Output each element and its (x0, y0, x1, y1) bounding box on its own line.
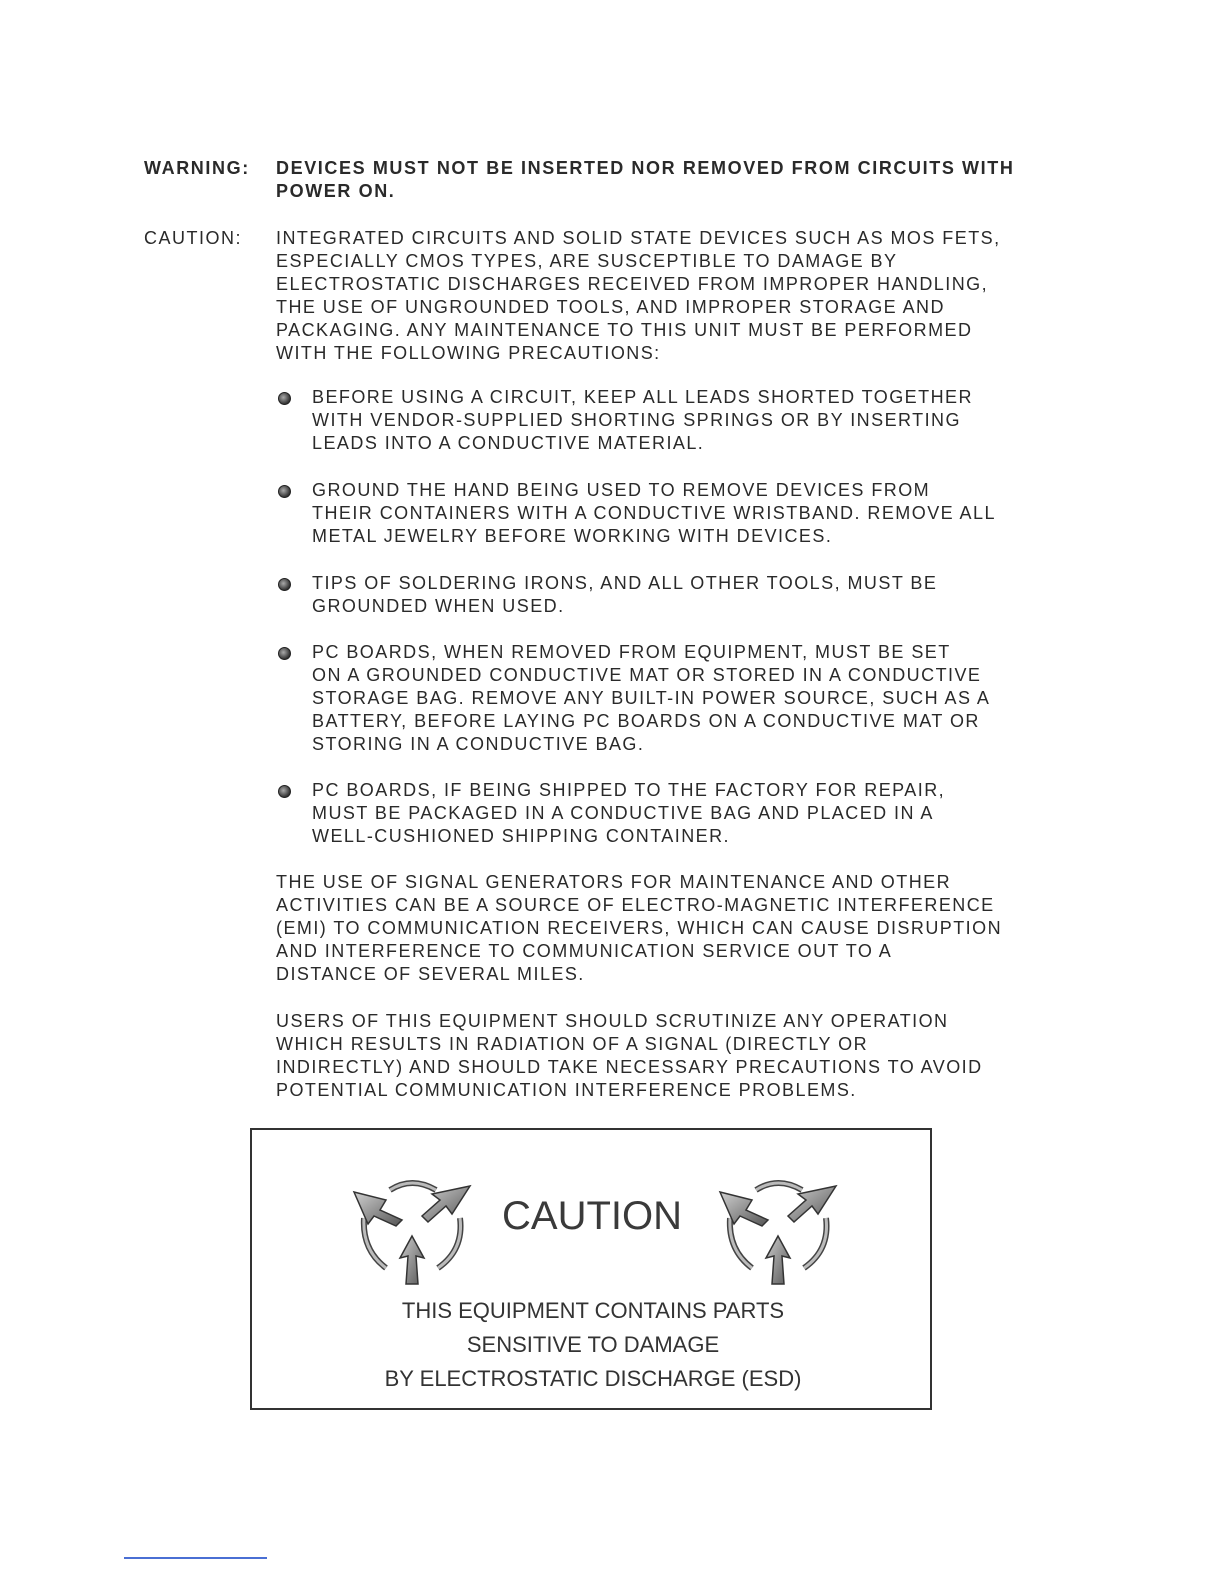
esd-caution-label (250, 1128, 932, 1410)
users-paragraph: USERS OF THIS EQUIPMENT SHOULD SCRUTINIZE ANY OPERATION WHICH RESULTS IN RADIATION OF A SIGNAL (DIRECTLY OR INDIRECTLY) AND SHOULD TAKE NECESSARY PRECAUTIONS TO AVOID POTENTIAL COMMUNICATION INTERFERENCE PROBLEMS. (276, 1011, 983, 1100)
esd-label-line: SENSITIVE TO DAMAGE (466, 1332, 720, 1357)
esd-sensitive-icon (352, 1170, 472, 1286)
precaution-text: PC BOARDS, WHEN REMOVED FROM EQUIPMENT, MUST BE SET ON A GROUNDED CONDUCTIVE MAT OR STORED IN A CONDUCTIVE STORAGE BAG. REMOVE ANY BUILT-IN POWER SOURCE, SUCH AS A BATTERY, BEFORE LAYING PC BOARDS ON A CONDUCTIVE MAT OR STORING IN A CONDUCTIVE BAG. (312, 642, 991, 754)
bullet-icon (276, 479, 312, 548)
precaution-item (276, 779, 1116, 848)
precaution-item (276, 479, 1116, 548)
precaution-item (276, 641, 1116, 756)
precaution-item (276, 386, 1116, 455)
bullet-icon (276, 641, 312, 756)
caution-block (144, 227, 1124, 365)
caution-text: INTEGRATED CIRCUITS AND SOLID STATE DEVICES SUCH AS MOS FETS, ESPECIALLY CMOS TYPES, ARE SUSCEPTIBLE TO DAMAGE BY ELECTROSTATIC DISCHARGES RECEIVED FROM IMPROPER HANDLING, THE USE OF UNGROUNDED TOOLS, AND IMPROPER STORAGE AND PACKAGING. ANY MAINTENANCE TO THIS UNIT MUST BE PERFORMED WITH THE FOLLOWING PRECAUTIONS: (276, 228, 1001, 363)
warning-text: DEVICES MUST NOT BE INSERTED NOR REMOVED FROM CIRCUITS WITH POWER ON. (276, 158, 1015, 201)
footer-rule (124, 1557, 267, 1559)
precaution-text: TIPS OF SOLDERING IRONS, AND ALL OTHER TOOLS, MUST BE GROUNDED WHEN USED. (312, 573, 938, 616)
esd-label-line: BY ELECTROSTATIC DISCHARGE (ESD) (384, 1366, 802, 1391)
warning-label: WARNING: (144, 158, 250, 178)
precaution-item (276, 572, 1116, 618)
emi-paragraph: THE USE OF SIGNAL GENERATORS FOR MAINTENANCE AND OTHER ACTIVITIES CAN BE A SOURCE OF ELECTRO-MAGNETIC INTERFERENCE (EMI) TO COMMUNICATION RECEIVERS, WHICH CAN CAUSE DISRUPTION AND INTERFERENCE TO COMMUNICATION SERVICE OUT TO A DISTANCE OF SEVERAL MILES. (276, 872, 1003, 984)
warning-block (144, 157, 1124, 203)
precaution-text: BEFORE USING A CIRCUIT, KEEP ALL LEADS SHORTED TOGETHER WITH VENDOR-SUPPLIED SHORTING SPRINGS OR BY INSERTING LEADS INTO A CONDUCTIVE MATERIAL. (312, 387, 973, 453)
esd-caution-title: CAUTION (502, 1194, 682, 1238)
bullet-icon (276, 386, 312, 455)
bullet-icon (276, 572, 312, 618)
bullet-icon (276, 779, 312, 848)
esd-sensitive-icon (718, 1170, 838, 1286)
precaution-text: GROUND THE HAND BEING USED TO REMOVE DEVICES FROM THEIR CONTAINERS WITH A CONDUCTIVE WRISTBAND. REMOVE ALL METAL JEWELRY BEFORE WORKING WITH DEVICES. (312, 480, 996, 546)
esd-label-line: THIS EQUIPMENT CONTAINS PARTS (401, 1298, 785, 1323)
caution-label: CAUTION: (144, 228, 243, 248)
precaution-text: PC BOARDS, IF BEING SHIPPED TO THE FACTORY FOR REPAIR, MUST BE PACKAGED IN A CONDUCTIVE BAG AND PLACED IN A WELL-CUSHIONED SHIPPING CONTAINER. (312, 780, 946, 846)
